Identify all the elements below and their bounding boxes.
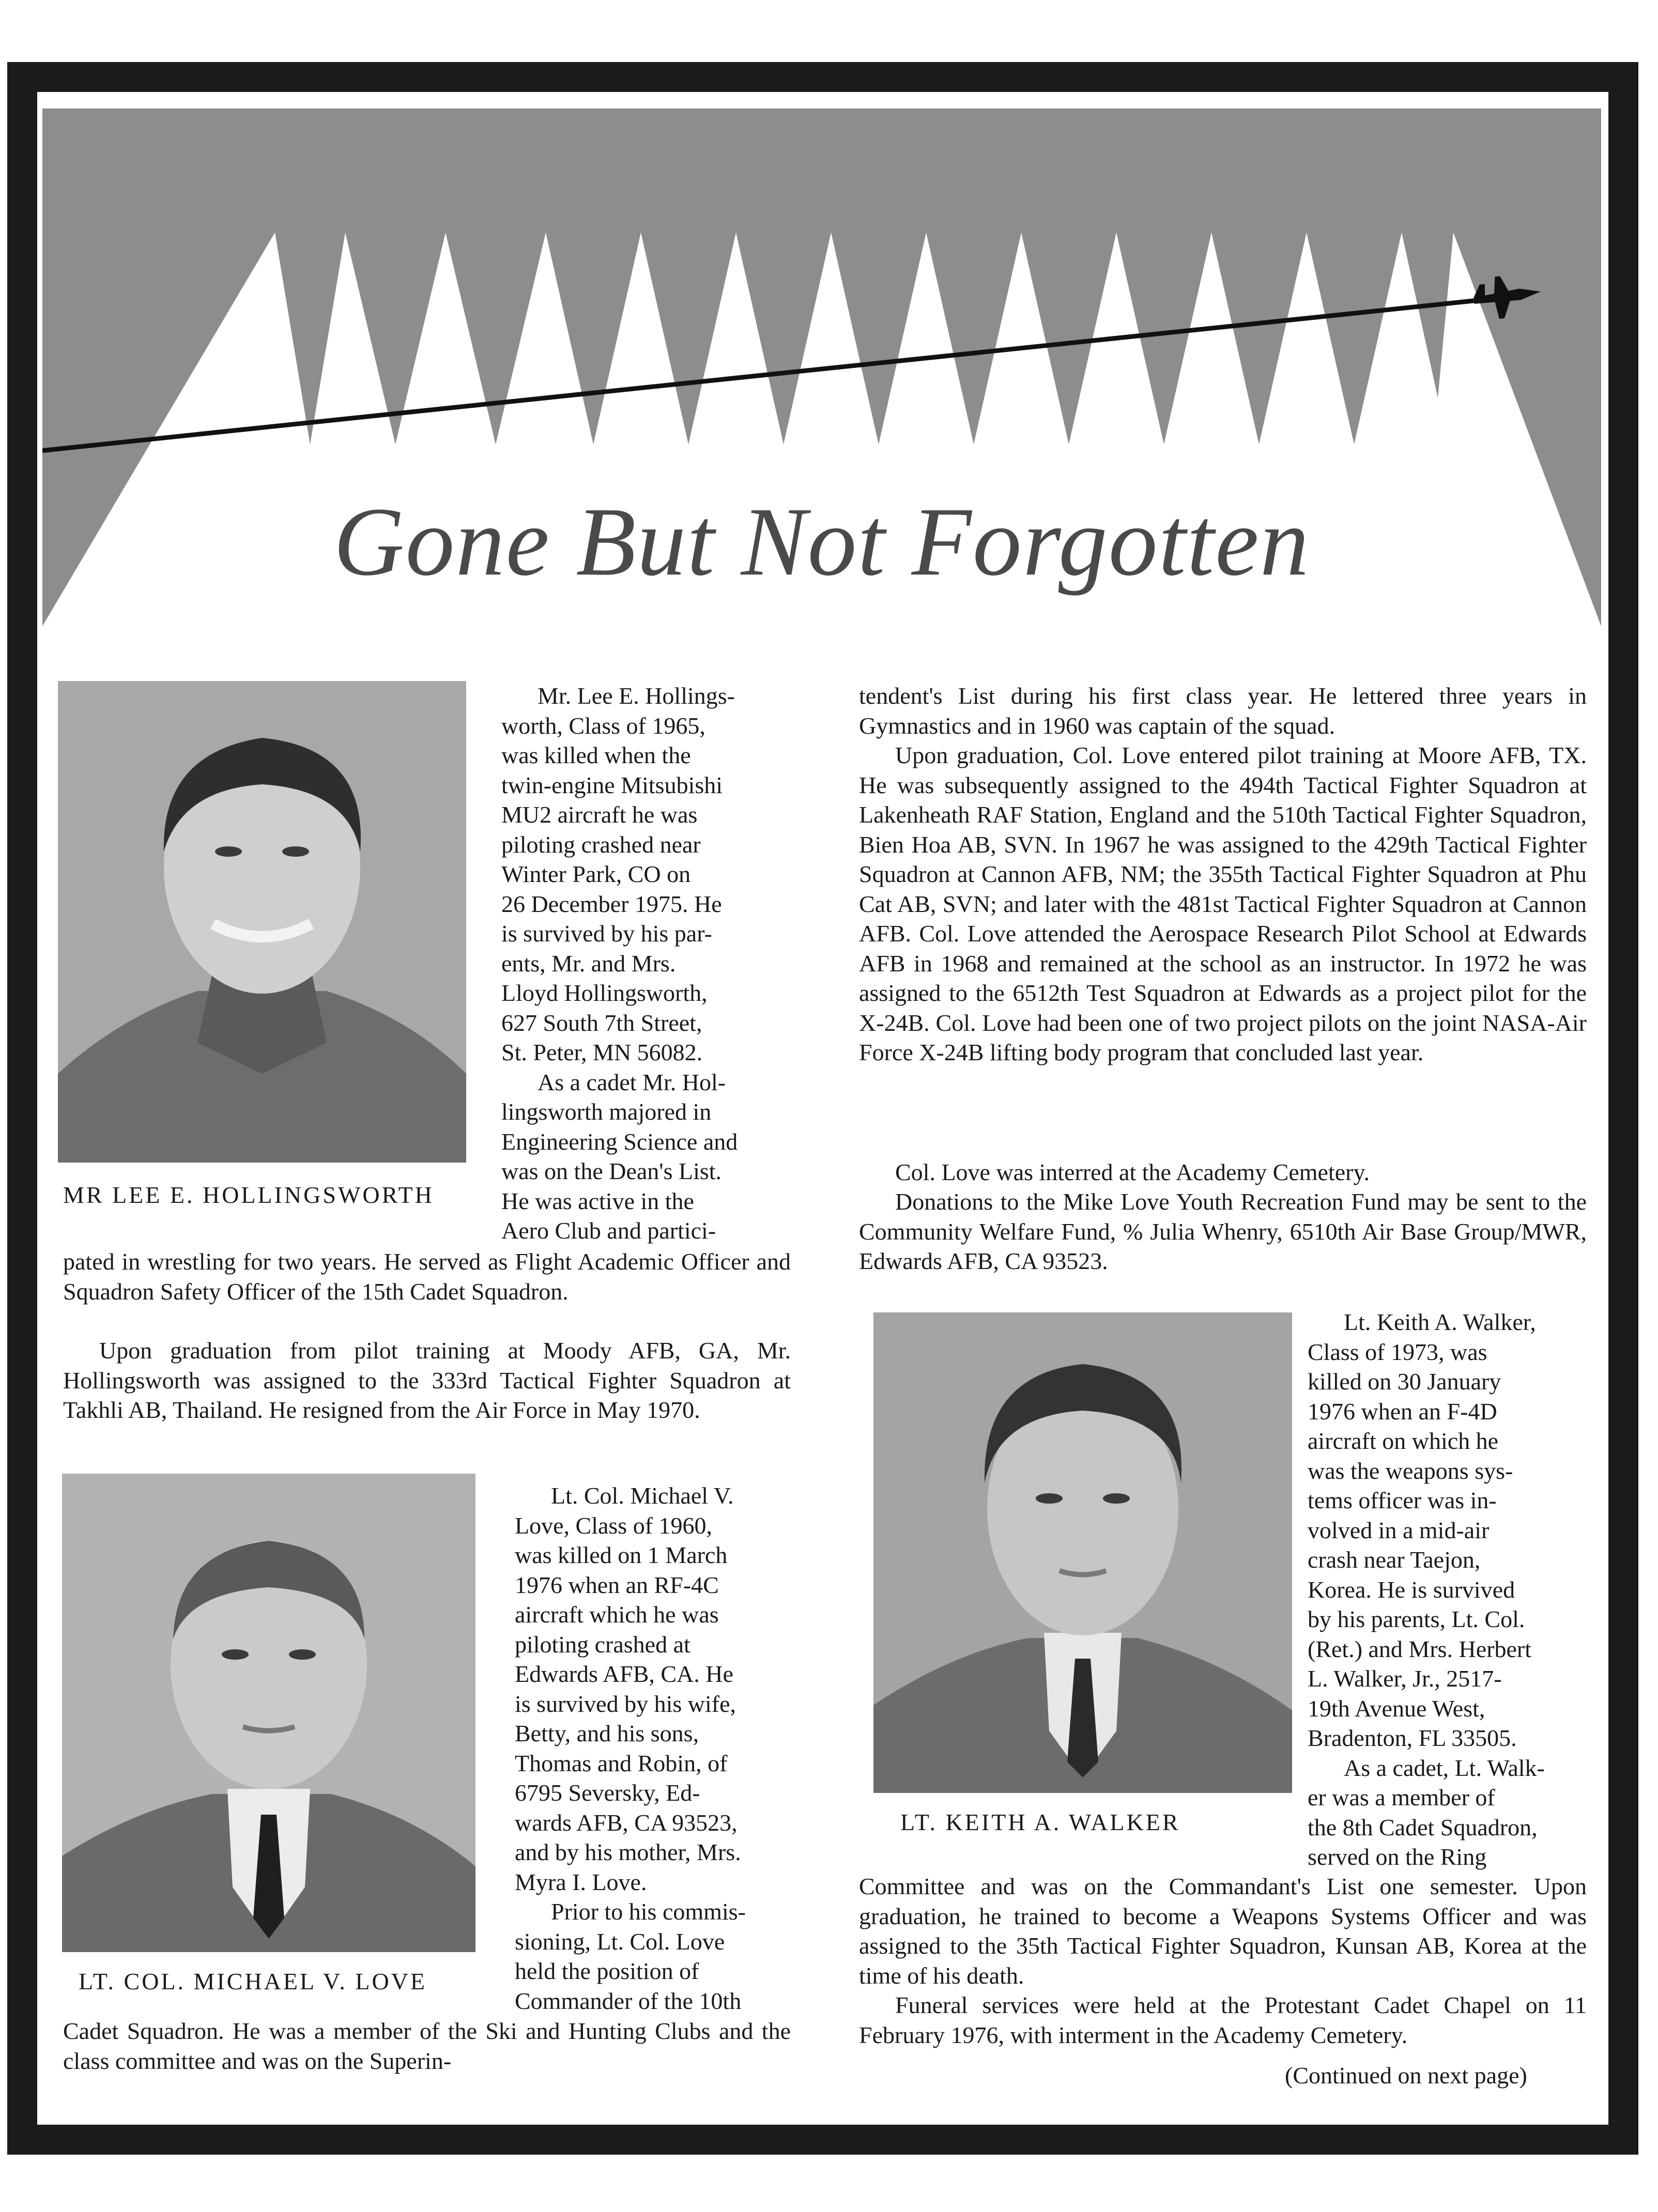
text-line: and by his mother, Mrs. <box>515 1839 741 1865</box>
header-banner <box>42 109 1601 626</box>
text-line: L. Walker, Jr., 2517- <box>1308 1665 1502 1692</box>
text-line: wards AFB, CA 93523, <box>515 1809 738 1836</box>
text-line: 19th Avenue West, <box>1308 1695 1485 1722</box>
text-line: ents, Mr. and Mrs. <box>501 950 676 977</box>
text-line: 1976 when an RF-4C <box>515 1571 719 1598</box>
text-line: Betty, and his sons, <box>515 1720 699 1746</box>
text-line: twin-engine Mitsubishi <box>501 771 723 798</box>
portrait-love <box>62 1474 475 1952</box>
text-line: Prior to his commis- <box>551 1898 746 1925</box>
text-line: 26 December 1975. He <box>501 890 722 917</box>
text-line: by his parents, Lt. Col. <box>1308 1606 1525 1632</box>
text-line: Korea. He is survived <box>1308 1576 1515 1603</box>
page-title: Gone But Not Forgotten <box>333 488 1310 596</box>
text-line: crash near Taejon, <box>1308 1546 1481 1573</box>
text-line: was killed when the <box>501 742 691 768</box>
portrait-hollingsworth <box>58 681 466 1163</box>
text-line: He was active in the <box>501 1187 694 1214</box>
text-line: Commander of the 10th <box>515 1987 742 2014</box>
text-line: Love, Class of 1960, <box>515 1512 713 1539</box>
text-line: the 8th Cadet Squadron, <box>1308 1814 1538 1840</box>
love-right-col-p2: Upon graduation, Col. Love entered pilot training at Moore AFB, TX. He was subsequently assigned to the 494th Tactical Fighter Squadron at Lakenheath RAF Station, England and the 510th Tactical Fighter Squadron, Bien Hoa AB, SVN. In 1967 he was assigned to the 429th Tactical Fighter Squadron at Cannon AFB, NM; the 355th Tactical Fighter Squadron at Phu Cat AB, SVN; and later with the 481st Tactical Fighter Squadron at Cannon AFB. Col. Love attended the Aerospace Research Pilot School at Edwards AFB in 1968 and remained at the school as an instructor. In 1972 he was assigned to the 6512th Test Squadron at Edwards as a project pilot for the X-24B. Col. Love had been one of two project pilots on the joint NASA-Air Force X-24B lifting body program that concluded last year. <box>859 742 1587 1065</box>
text-line: sioning, Lt. Col. Love <box>515 1928 725 1955</box>
text-line: (Ret.) and Mrs. Herbert <box>1308 1635 1532 1662</box>
love-right-col-p3: Col. Love was interred at the Academy Cemetery. <box>895 1159 1370 1185</box>
text-line: aircraft which he was <box>515 1601 719 1628</box>
text-line: Myra I. Love. <box>515 1868 647 1895</box>
text-line: As a cadet, Lt. Walk- <box>1344 1754 1545 1781</box>
text-line: piloting crashed near <box>501 831 701 858</box>
hollingsworth-text-cont: pated in wrestling for two years. He served as Flight Academic Officer and Squadron Safety Officer of the 15th Cadet Squadron. <box>63 1248 791 1305</box>
text-line: Winter Park, CO on <box>501 861 691 887</box>
text-line: was on the Dean's List. <box>501 1158 722 1184</box>
walker-text-cont: Committee and was on the Commandant's List one semester. Upon graduation, he trained to become a Weapons Systems Officer and was assigned to the 35th Tactical Fighter Squadron, Kunsan AB, Korea at the time of his death. <box>859 1873 1587 1989</box>
text-line: 1976 when an F-4D <box>1308 1398 1497 1425</box>
text-line: aircraft on which he <box>1308 1428 1499 1454</box>
text-line: Lloyd Hollingsworth, <box>501 980 708 1006</box>
text-line: volved in a mid-air <box>1308 1517 1490 1543</box>
love-text-cont: Cadet Squadron. He was a member of the Ski and Hunting Clubs and the class committee and was on the Superin- <box>63 2018 791 2074</box>
portrait-walker <box>873 1312 1292 1793</box>
hollingsworth-para2: Upon graduation from pilot training at Moody AFB, GA, Mr. Hollingsworth was assigned to the 333rd Tactical Fighter Squadron at Takhli AB, Thailand. He resigned from the Air Force in May 1970. <box>63 1337 791 1423</box>
text-line: MU2 aircraft he was <box>501 801 698 828</box>
text-line: St. Peter, MN 56082. <box>501 1039 703 1065</box>
text-line: held the position of <box>515 1958 699 1984</box>
text-line: served on the Ring <box>1308 1844 1487 1870</box>
caption-hollingsworth: MR LEE E. HOLLINGSWORTH <box>63 1182 434 1208</box>
text-line: piloting crashed at <box>515 1631 690 1658</box>
caption-walker: LT. KEITH A. WALKER <box>900 1809 1180 1835</box>
caption-love: LT. COL. MICHAEL V. LOVE <box>79 1968 427 1994</box>
love-right-col-p1: tendent's List during his first class year. He lettered three years in Gymnastics and in 1960 was captain of the squad. <box>859 683 1587 739</box>
text-line: killed on 30 January <box>1308 1368 1501 1395</box>
text-line: Lt. Keith A. Walker, <box>1344 1309 1536 1335</box>
text-line: is survived by his wife, <box>515 1690 736 1717</box>
walker-beside-text <box>1308 1307 1587 1872</box>
continued-note: (Continued on next page) <box>1285 2062 1527 2089</box>
text-line: Edwards AFB, CA. He <box>515 1661 733 1687</box>
text-line: Lt. Col. Michael V. <box>551 1482 734 1509</box>
walker-para2: Funeral services were held at the Protestant Cadet Chapel on 11 February 1976, with interment in the Academy Cemetery. <box>859 1992 1587 2048</box>
text-line: lingsworth majored in <box>501 1099 712 1125</box>
text-line: was killed on 1 March <box>515 1542 728 1568</box>
text-line: er was a member of <box>1308 1784 1495 1811</box>
love-beside-text <box>515 1481 794 2016</box>
hollingsworth-beside-text <box>501 681 791 1246</box>
text-line: 6795 Seversky, Ed- <box>515 1780 700 1806</box>
text-line: Bradenton, FL 33505. <box>1308 1725 1517 1751</box>
love-right-col-p4: Donations to the Mike Love Youth Recreation Fund may be sent to the Community Welfare Fund, % Julia Whenry, 6510th Air Base Group/MWR, Edwards AFB, CA 93523. <box>859 1188 1587 1274</box>
text-line: worth, Class of 1965, <box>501 712 705 739</box>
text-line: Thomas and Robin, of <box>515 1750 728 1776</box>
text-line: 627 South 7th Street, <box>501 1009 702 1036</box>
jet-aircraft-icon <box>1472 272 1543 321</box>
text-line: As a cadet Mr. Hol- <box>538 1069 726 1095</box>
text-line: is survived by his par- <box>501 920 712 947</box>
text-line: was the weapons sys- <box>1308 1457 1513 1484</box>
text-line: Aero Club and partici- <box>501 1217 716 1244</box>
text-line: Engineering Science and <box>501 1128 738 1155</box>
text-line: tems officer was in- <box>1308 1487 1497 1513</box>
text-line: Class of 1973, was <box>1308 1338 1487 1365</box>
text-line: Mr. Lee E. Hollings- <box>538 683 735 709</box>
